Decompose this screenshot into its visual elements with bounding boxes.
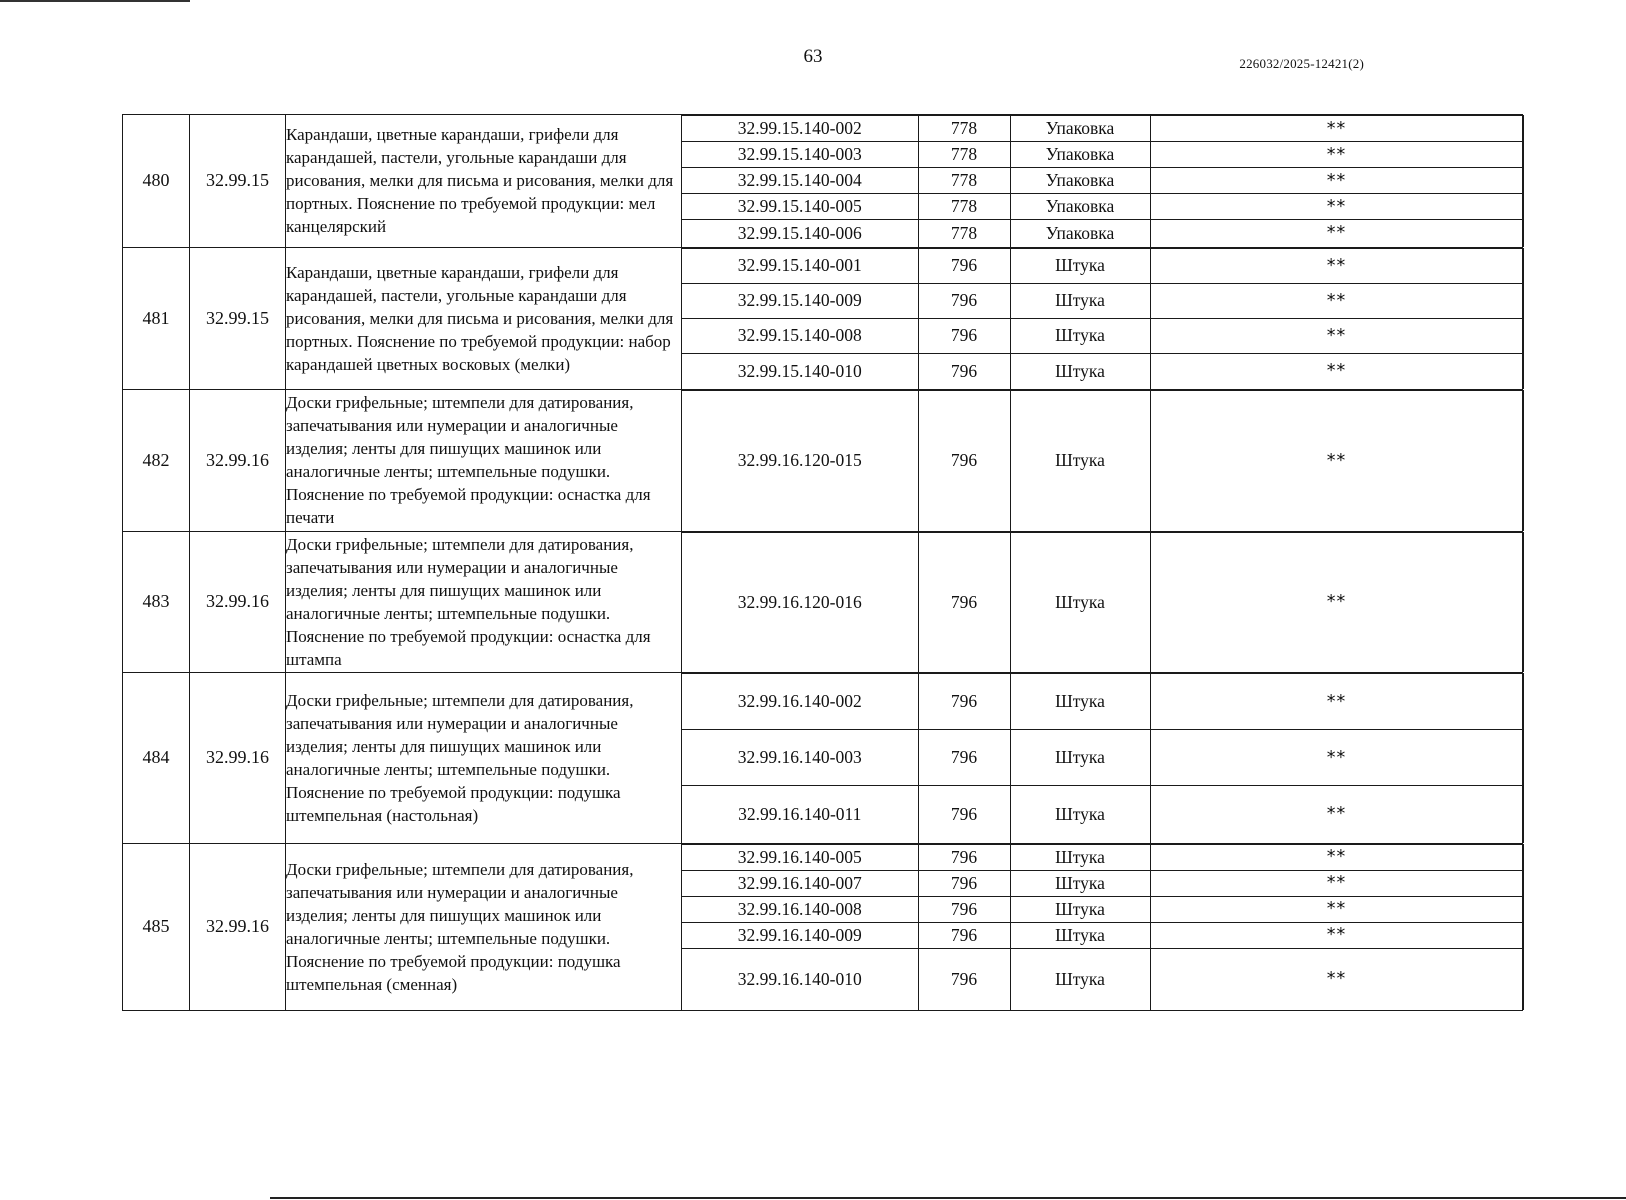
product-description: Доски грифельные; штемпели для датирования, запечатывания или нумерации и аналогичные изделия; ленты для пишущих машинок или аналогичные ленты; штемпельные подушки. Пояснение по требуемой продукции: оснастка для штампа: [286, 531, 682, 673]
row-number: 484: [123, 673, 190, 844]
ktru-code: 32.99.16.120-016: [682, 532, 918, 672]
ktru-row: [682, 220, 1523, 247]
ktru-code: 32.99.16.140-009: [682, 922, 918, 948]
mark-cell: **: [1150, 532, 1523, 672]
mark-cell: **: [1150, 391, 1523, 531]
ktru-code: 32.99.16.140-010: [682, 948, 918, 1010]
okei-code: 796: [918, 870, 1010, 896]
mark-cell: **: [1150, 922, 1523, 948]
okei-code: 796: [918, 896, 1010, 922]
table-row: [123, 531, 1523, 673]
ktru-code: 32.99.16.140-005: [682, 844, 918, 870]
mark-cell: **: [1150, 248, 1523, 283]
ktru-row: [682, 194, 1523, 220]
ktru-row: [682, 116, 1523, 142]
okei-code: 796: [918, 283, 1010, 318]
product-description: Карандаши, цветные карандаши, грифели для карандашей, пастели, угольные карандаши для рисования, мелки для письма и рисования, мелки для портных. Пояснение по требуемой продукции: набор карандашей цветных восковых (мелки): [286, 247, 682, 390]
okei-code: 778: [918, 168, 1010, 194]
unit-name: Штука: [1010, 896, 1150, 922]
okei-code: 796: [918, 391, 1010, 531]
table-row: [123, 673, 1523, 844]
okei-code: 796: [918, 532, 1010, 672]
okpd-code: 32.99.15: [190, 247, 286, 390]
ktru-row: [682, 870, 1523, 896]
unit-name: Упаковка: [1010, 168, 1150, 194]
ktru-subtable: [682, 248, 1524, 390]
ktru-subtable: [682, 844, 1524, 1011]
ktru-code: 32.99.16.140-008: [682, 896, 918, 922]
unit-name: Штука: [1010, 283, 1150, 318]
okei-code: 796: [918, 674, 1010, 730]
ktru-row: [682, 353, 1523, 389]
product-description: Доски грифельные; штемпели для датирования, запечатывания или нумерации и аналогичные изделия; ленты для пишущих машинок или аналогичные ленты; штемпельные подушки. Пояснение по требуемой продукции: подушка штемпельная (сменная): [286, 843, 682, 1011]
ktru-row: [682, 922, 1523, 948]
product-description: Доски грифельные; штемпели для датирования, запечатывания или нумерации и аналогичные изделия; ленты для пишущих машинок или аналогичные ленты; штемпельные подушки. Пояснение по требуемой продукции: оснастка для печати: [286, 390, 682, 532]
ktru-code: 32.99.16.140-003: [682, 730, 918, 786]
product-table: [122, 114, 1523, 1011]
mark-cell: **: [1150, 194, 1523, 220]
unit-name: Штука: [1010, 318, 1150, 353]
unit-name: Штука: [1010, 730, 1150, 786]
okei-code: 778: [918, 142, 1010, 168]
scan-edge-line: [0, 0, 190, 2]
unit-name: Штука: [1010, 948, 1150, 1010]
ktru-positions: [682, 843, 1523, 1011]
mark-cell: **: [1150, 220, 1523, 247]
ktru-code: 32.99.16.140-002: [682, 674, 918, 730]
product-description: Доски грифельные; штемпели для датирования, запечатывания или нумерации и аналогичные изделия; ленты для пишущих машинок или аналогичные ленты; штемпельные подушки. Пояснение по требуемой продукции: подушка штемпельная (настольная): [286, 673, 682, 844]
ktru-row: [682, 248, 1523, 283]
ktru-row: [682, 896, 1523, 922]
okei-code: 796: [918, 844, 1010, 870]
mark-cell: **: [1150, 844, 1523, 870]
unit-name: Штука: [1010, 353, 1150, 389]
unit-name: Штука: [1010, 248, 1150, 283]
okei-code: 796: [918, 353, 1010, 389]
ktru-code: 32.99.15.140-009: [682, 283, 918, 318]
unit-name: Штука: [1010, 674, 1150, 730]
row-number: 485: [123, 843, 190, 1011]
ktru-code: 32.99.16.120-015: [682, 391, 918, 531]
okei-code: 796: [918, 730, 1010, 786]
footer-line: [270, 1197, 1626, 1199]
okpd-code: 32.99.16: [190, 390, 286, 532]
mark-cell: **: [1150, 896, 1523, 922]
table-row: [123, 843, 1523, 1011]
okei-code: 778: [918, 194, 1010, 220]
okei-code: 778: [918, 220, 1010, 247]
ktru-row: [682, 948, 1523, 1010]
ktru-row: [682, 730, 1523, 786]
ktru-subtable: [682, 390, 1524, 531]
mark-cell: **: [1150, 870, 1523, 896]
table-row: [123, 390, 1523, 532]
unit-name: Упаковка: [1010, 194, 1150, 220]
ktru-code: 32.99.15.140-010: [682, 353, 918, 389]
mark-cell: **: [1150, 318, 1523, 353]
ktru-row: [682, 532, 1523, 672]
okpd-code: 32.99.16: [190, 531, 286, 673]
ktru-subtable: [682, 115, 1524, 247]
ktru-row: [682, 142, 1523, 168]
ktru-subtable: [682, 532, 1524, 673]
ktru-row: [682, 674, 1523, 730]
row-number: 482: [123, 390, 190, 532]
row-number: 481: [123, 247, 190, 390]
table-row: [123, 247, 1523, 390]
mark-cell: **: [1150, 142, 1523, 168]
mark-cell: **: [1150, 168, 1523, 194]
okpd-code: 32.99.16: [190, 843, 286, 1011]
mark-cell: **: [1150, 730, 1523, 786]
ktru-row: [682, 844, 1523, 870]
mark-cell: **: [1150, 674, 1523, 730]
mark-cell: **: [1150, 353, 1523, 389]
ktru-code: 32.99.15.140-003: [682, 142, 918, 168]
okei-code: 796: [918, 318, 1010, 353]
unit-name: Штука: [1010, 786, 1150, 843]
row-number: 483: [123, 531, 190, 673]
ktru-row: [682, 283, 1523, 318]
ktru-row: [682, 391, 1523, 531]
ktru-row: [682, 318, 1523, 353]
ktru-code: 32.99.15.140-006: [682, 220, 918, 247]
ktru-code: 32.99.15.140-004: [682, 168, 918, 194]
unit-name: Упаковка: [1010, 220, 1150, 247]
okei-code: 796: [918, 948, 1010, 1010]
unit-name: Штука: [1010, 391, 1150, 531]
unit-name: Штука: [1010, 532, 1150, 672]
ktru-positions: [682, 531, 1523, 673]
ktru-code: 32.99.15.140-001: [682, 248, 918, 283]
ktru-subtable: [682, 673, 1524, 843]
mark-cell: **: [1150, 116, 1523, 142]
okei-code: 796: [918, 922, 1010, 948]
unit-name: Штука: [1010, 870, 1150, 896]
mark-cell: **: [1150, 283, 1523, 318]
ktru-code: 32.99.15.140-002: [682, 116, 918, 142]
okei-code: 796: [918, 248, 1010, 283]
okei-code: 778: [918, 116, 1010, 142]
product-description: Карандаши, цветные карандаши, грифели для карандашей, пастели, угольные карандаши для рисования, мелки для письма и рисования, мелки для портных. Пояснение по требуемой продукции: мел канцелярский: [286, 115, 682, 248]
ktru-code: 32.99.15.140-005: [682, 194, 918, 220]
unit-name: Упаковка: [1010, 116, 1150, 142]
ktru-row: [682, 786, 1523, 843]
row-number: 480: [123, 115, 190, 248]
mark-cell: **: [1150, 786, 1523, 843]
document-id: 226032/2025-12421(2): [1239, 56, 1364, 71]
mark-cell: **: [1150, 948, 1523, 1010]
page-number: 63: [803, 46, 823, 67]
table-row: [123, 115, 1523, 248]
unit-name: Штука: [1010, 922, 1150, 948]
ktru-positions: [682, 247, 1523, 390]
ktru-code: 32.99.16.140-011: [682, 786, 918, 843]
ktru-positions: [682, 390, 1523, 532]
ktru-positions: [682, 673, 1523, 844]
okpd-code: 32.99.16: [190, 673, 286, 844]
ktru-row: [682, 168, 1523, 194]
ktru-positions: [682, 115, 1523, 248]
unit-name: Упаковка: [1010, 142, 1150, 168]
ktru-code: 32.99.15.140-008: [682, 318, 918, 353]
okei-code: 796: [918, 786, 1010, 843]
unit-name: Штука: [1010, 844, 1150, 870]
ktru-code: 32.99.16.140-007: [682, 870, 918, 896]
okpd-code: 32.99.15: [190, 115, 286, 248]
